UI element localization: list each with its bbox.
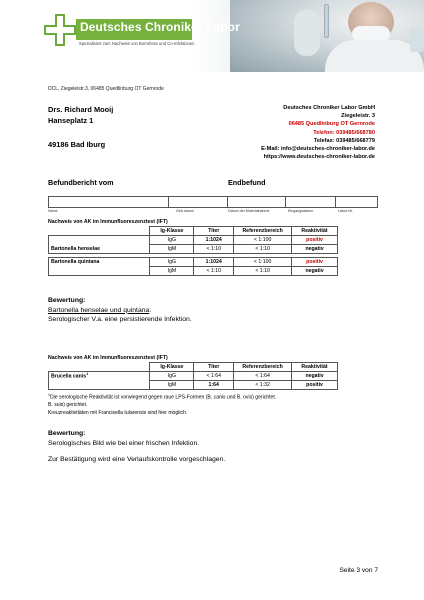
status-badge: negativ xyxy=(292,372,338,381)
status-badge: positiv xyxy=(292,381,338,390)
label-name: Name xyxy=(48,209,58,213)
col-reference: Referenzbereich xyxy=(234,363,292,372)
patient-sample-date-cell xyxy=(228,197,286,208)
patient-birthdate-cell xyxy=(168,197,228,208)
assessment1-text: Serologischer V.a. eine persistierende Infektion. xyxy=(48,316,192,324)
table-row: Bartonella quintana IgG 1:1024 < 1:100 positiv xyxy=(49,258,338,267)
assessment2-heading: Bewertung: xyxy=(48,430,86,437)
section2-title: Nachweis von AK im Immunfluoreszenztest (IFT) xyxy=(48,355,168,361)
table-header-row xyxy=(49,363,338,372)
section2-table xyxy=(48,362,338,390)
lab-name: Deutsches Chroniker Labor GmbH xyxy=(283,105,375,111)
patient-fields-table xyxy=(48,196,378,208)
label-sample-date: Datum der Materialnahme xyxy=(228,209,270,213)
assessment2-recommendation: Zur Bestätigung wird eine Verlaufskontrolle vorgeschlagen. xyxy=(48,456,226,464)
patient-received-cell xyxy=(286,197,336,208)
lab-phone: Telefon: 039485/668780 xyxy=(313,129,375,136)
patient-name-cell xyxy=(49,197,169,208)
recipient-address xyxy=(48,104,113,150)
table-row: IgG 1:1024 < 1:100 positiv xyxy=(49,236,338,245)
status-badge: positiv xyxy=(292,236,338,245)
status-badge: positiv xyxy=(292,258,338,267)
col-titer: Titer xyxy=(194,227,234,236)
table-row: Bartonella henselae IgM < 1:10 < 1:10 negativ xyxy=(49,245,338,254)
page-number: Seite 3 von 7 xyxy=(339,567,378,574)
lab-city: 06485 Quedlinburg OT Gernrode xyxy=(288,121,375,128)
status-badge: negativ xyxy=(292,245,338,254)
section1-title: Nachweis von AK im Immunfluoreszenztest (IFT) xyxy=(48,219,168,225)
table-row: Brucella canis$^1$ IgG < 1:64 < 1:64 negativ xyxy=(49,372,338,381)
lab-photo-image xyxy=(230,0,424,72)
assessment2-text: Serologisches Bild wie bei einer frischen Infektion. xyxy=(48,439,200,447)
table-row: IgM 1:64 < 1:32 positiv xyxy=(49,381,338,390)
letterhead xyxy=(0,0,424,72)
col-reference: Referenzbereich xyxy=(234,227,292,236)
patient-field-labels xyxy=(48,209,378,216)
assessment1-heading: Bewertung: xyxy=(48,297,86,304)
lab-email: E-Mail: info@deutsches-chroniker-labor.de xyxy=(261,146,375,153)
section1-table xyxy=(48,226,338,276)
label-received: Eingangsdatum xyxy=(288,209,313,213)
col-reactivity: Reaktivität xyxy=(292,363,338,372)
logo-cross-icon xyxy=(44,14,76,46)
table-header-row xyxy=(49,227,338,236)
assessment2 xyxy=(48,429,225,465)
label-birthdate: Geb.datum xyxy=(176,209,194,213)
report-title: Befundbericht vom xyxy=(48,178,114,187)
assessment1: Bewertung: Bartonella henselae und quintana: Serologischer V.a. eine persistierende Infektion. xyxy=(48,297,192,324)
report-status: Endbefund xyxy=(228,178,266,187)
lab-fax: Telefax: 039485/668779 xyxy=(313,137,375,144)
sender-line: DCL, Ziegeleistr.3, 06485 Quedlinburg OT Gernrode xyxy=(48,86,164,92)
lab-address xyxy=(261,104,375,161)
recipient-street: Hanseplatz 1 xyxy=(48,116,94,125)
logo-subtitle: Spezialisiert zum Nachweis von Borreliose und Co-Infektionen xyxy=(79,41,195,46)
recipient-name: Drs. Richard Mooij xyxy=(48,105,114,114)
table-row: IgM < 1:10 < 1:10 negativ xyxy=(49,267,338,276)
status-badge: negativ xyxy=(292,267,338,276)
col-titer: Titer xyxy=(194,363,234,372)
lab-website: https://www.deutsches-chroniker-labor.de xyxy=(263,154,375,161)
footnote: $^1$Die serologische Reaktivität ist vorwiegend gegen raue LPS-Formen (B. canis und B. ovis) gerichtet. B. suis) gerichtet. Kreuzreaktivitäten mit Francisella tularensis sind hier möglich. xyxy=(48,393,277,416)
patient-labno-cell xyxy=(336,197,378,208)
label-labno: Labor-Nr. xyxy=(338,209,353,213)
recipient-city: 49186 Bad Iburg xyxy=(48,140,106,149)
assessment1-subject: Bartonella henselae und quintana xyxy=(48,306,150,314)
logo-title: Deutsches Chroniker Labor xyxy=(80,20,240,34)
col-reactivity: Reaktivität xyxy=(292,227,338,236)
col-ig-class: Ig-Klasse xyxy=(150,227,194,236)
col-ig-class: Ig-Klasse xyxy=(150,363,194,372)
lab-street: Ziegeleistr. 3 xyxy=(341,113,375,120)
